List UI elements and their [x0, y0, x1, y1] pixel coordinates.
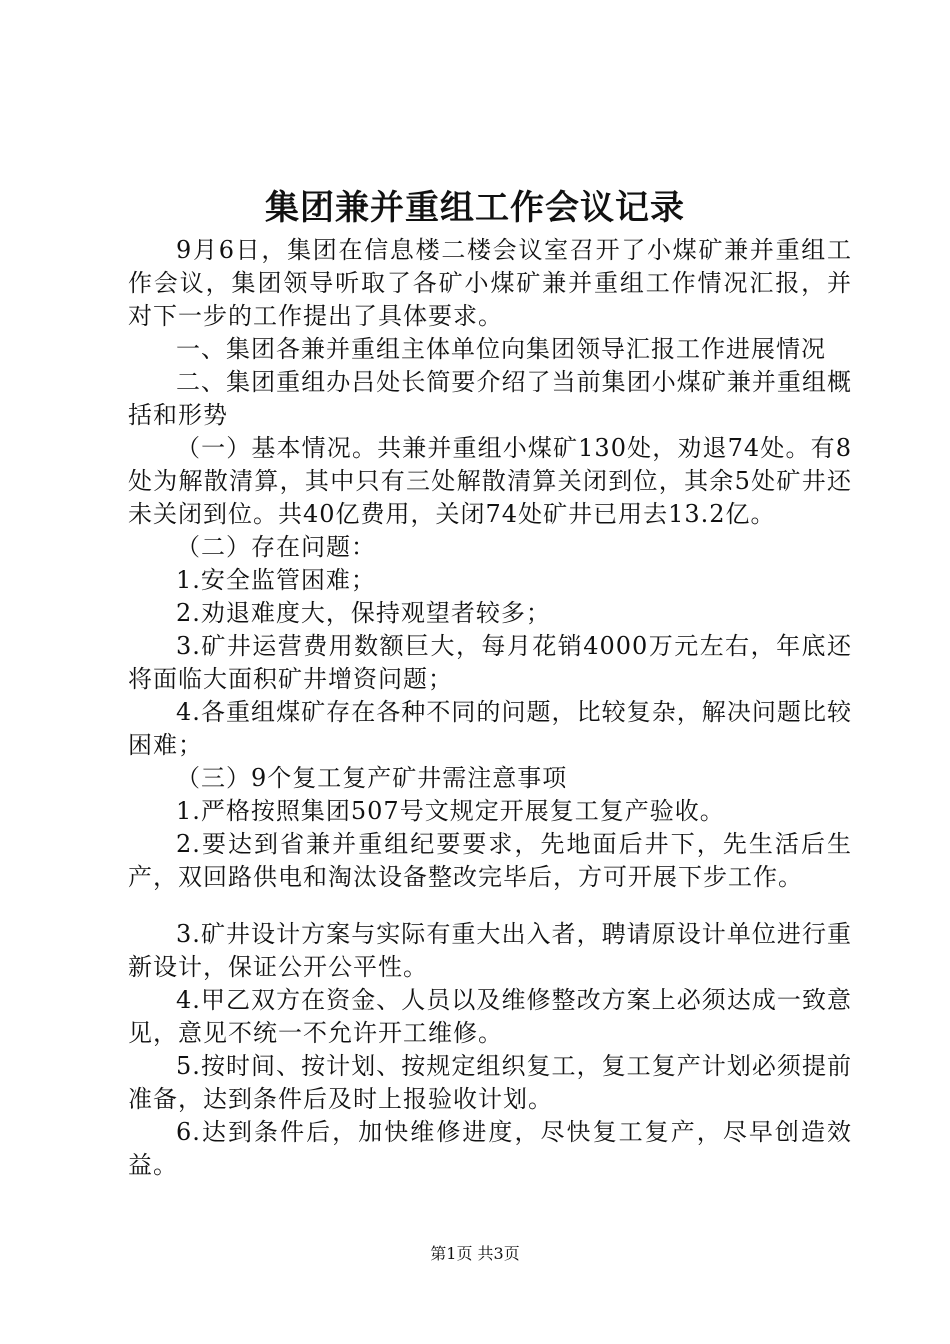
paragraph-section-1: 一、集团各兼并重组主体单位向集团领导汇报工作进展情况: [176, 335, 826, 363]
paragraph-note-6: 6.达到条件后，加快维修进度，尽快复工复产，尽早创造效益。: [128, 1118, 852, 1179]
document-body: [128, 234, 852, 1182]
paragraph-note-4: 4.甲乙双方在资金、人员以及维修整改方案上必须达成一致意见，意见不统一不允许开工维修。: [128, 986, 852, 1047]
paragraph-problem-3: 3.矿井运营费用数额巨大，每月花销4000万元左右，年底还将面临大面积矿井增资问题；: [128, 632, 852, 693]
paragraph-intro: 9月6日，集团在信息楼二楼会议室召开了小煤矿兼并重组工作会议，集团领导听取了各矿小煤矿兼并重组工作情况汇报，并对下一步的工作提出了具体要求。: [128, 236, 852, 330]
paragraph-note-5: 5.按时间、按计划、按规定组织复工，复工复产计划必须提前准备，达到条件后及时上报验收计划。: [128, 1052, 852, 1113]
paragraph-note-1: 1.严格按照集团507号文规定开展复工复产验收。: [176, 797, 725, 825]
paragraph-problem-1: 1.安全监管困难；: [176, 566, 376, 594]
paragraph-gap: [128, 894, 852, 918]
document-title: 集团兼并重组工作会议记录: [265, 188, 685, 228]
paragraph-notes-heading: （三）9个复工复产矿井需注意事项: [176, 764, 568, 792]
paragraph-note-2: 2.要达到省兼并重组纪要要求，先地面后井下，先生活后生产，双回路供电和淘汰设备整改完毕后，方可开展下步工作。: [128, 830, 852, 891]
paragraph-section-2: 二、集团重组办吕处长简要介绍了当前集团小煤矿兼并重组概括和形势: [128, 368, 852, 429]
paragraph-note-3: 3.矿井设计方案与实际有重大出入者，聘请原设计单位进行重新设计，保证公开公平性。: [128, 920, 852, 981]
paragraph-problem-2: 2.劝退难度大，保持观望者较多；: [176, 599, 551, 627]
page-number-footer: 第1页 共3页: [430, 1244, 520, 1263]
paragraph-problem-4: 4.各重组煤矿存在各种不同的问题，比较复杂，解决问题比较困难；: [128, 698, 852, 759]
paragraph-basic-situation: （一）基本情况。共兼并重组小煤矿130处，劝退74处。有8处为解散清算，其中只有三处解散清算关闭到位，其余5处矿井还未关闭到位。共40亿费用，关闭74处矿井已用去13.2亿。: [128, 434, 852, 528]
paragraph-problems-heading: （二）存在问题：: [176, 533, 376, 561]
